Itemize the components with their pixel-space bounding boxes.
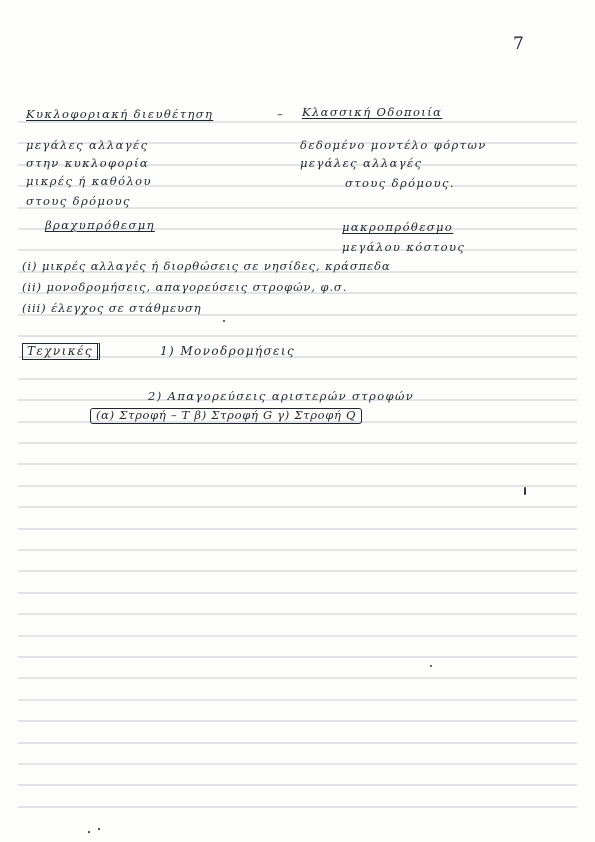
- turn-types-group: (α) Στροφή – Τ β) Στροφή G γ) Στροφή Q: [90, 408, 362, 424]
- high-cost-label: μεγάλου κόστους: [342, 240, 466, 254]
- title-dash: –: [277, 107, 285, 121]
- note-left-4: μικρές ή καθόλου: [26, 174, 152, 188]
- ink-speck: [223, 320, 225, 322]
- long-term-label: μακροπρόθεσμο: [342, 220, 454, 234]
- note-left-3: στην κυκλοφορία: [26, 156, 150, 170]
- note-right-3: μεγάλες αλλαγές: [300, 156, 423, 170]
- technique-one-way: 1) Μονοδρομήσεις: [160, 344, 296, 358]
- note-left-2: μεγάλες αλλαγές: [26, 138, 149, 152]
- list-item-iii: (iii) έλεγχος σε στάθμευση: [22, 301, 202, 315]
- ink-speck: [430, 665, 432, 667]
- ink-speck: [524, 487, 526, 495]
- ink-speck: [88, 831, 90, 833]
- note-right-2: δεδομένο μοντέλο φόρτων: [300, 138, 487, 152]
- list-item-i: (i) μικρές αλλαγές ή διορθώσεις σε νησίδες, κράσπεδα: [22, 259, 391, 273]
- list-item-ii: (ii) μονοδρομήσεις, απαγορεύσεις στροφών, φ.σ.: [22, 280, 348, 294]
- short-term-label: βραχυπρόθεσμη: [45, 218, 155, 232]
- note-right-4: στους δρόμους.: [345, 176, 455, 190]
- technique-left-turn-ban: 2) Απαγορεύσεις αριστερών στροφών: [148, 389, 415, 403]
- ink-speck: [98, 828, 100, 830]
- topic-title: Κυκλοφοριακή διευθέτηση: [26, 107, 214, 121]
- classic-road-title: Κλασσική Οδοποιία: [302, 105, 443, 119]
- note-left-5: στους δρόμους: [26, 194, 131, 208]
- techniques-heading: Τεχνικές: [22, 343, 100, 360]
- page-number: 7: [513, 34, 524, 54]
